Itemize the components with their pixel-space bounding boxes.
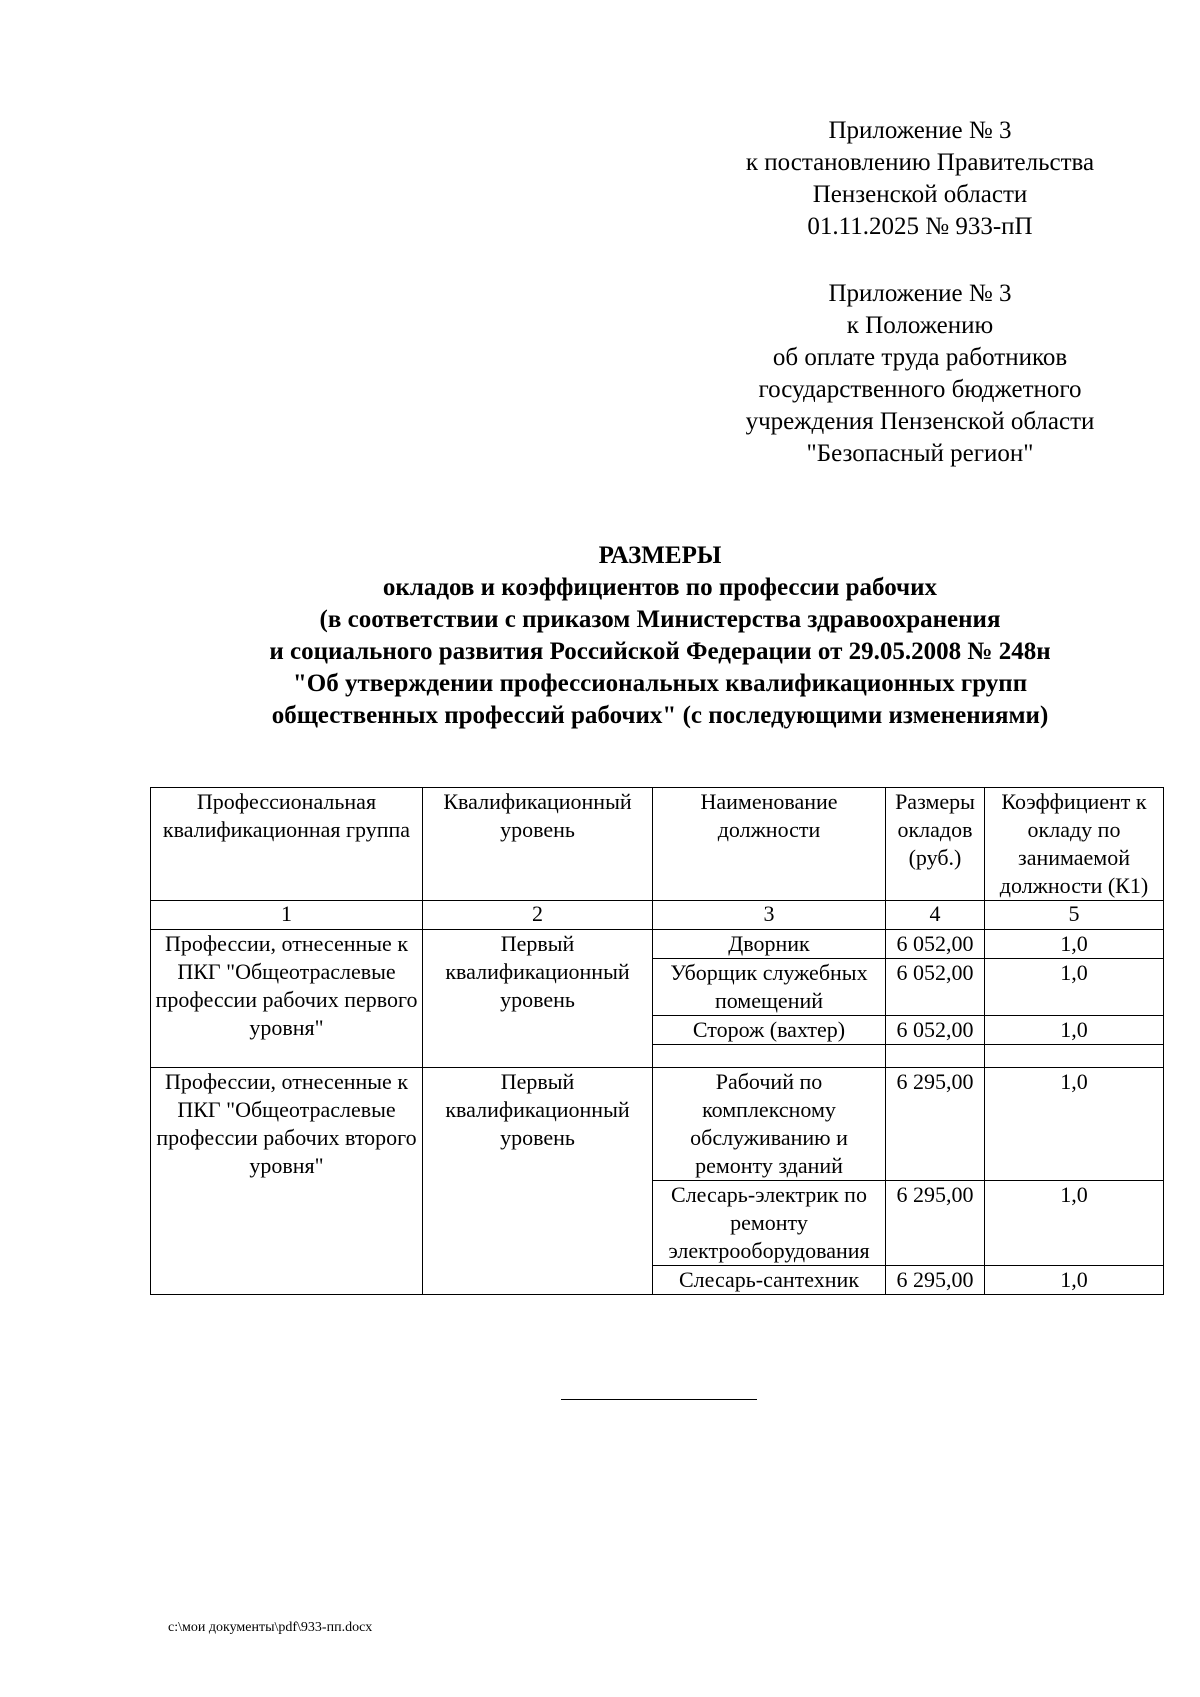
- position-cell: Слесарь-электрик по ремонту электрооборудования: [653, 1181, 886, 1266]
- header-position: Наименование должности: [653, 788, 886, 901]
- level-cell: Первый квалификационный уровень: [423, 1068, 653, 1295]
- column-number: 1: [151, 901, 423, 930]
- annex-regulation-line: к Положению: [846, 312, 994, 339]
- annex-line: 01.11.2025 № 933-пП: [807, 213, 1033, 240]
- table-row: [151, 930, 1164, 959]
- closing-rule: [561, 1399, 757, 1400]
- table-header-row: [151, 788, 1164, 901]
- salary-cell: 6 295,00: [886, 1181, 985, 1266]
- column-number: 4: [886, 901, 985, 930]
- annex-line: Пензенской области: [812, 181, 1028, 208]
- coefficient-cell: 1,0: [985, 930, 1164, 959]
- annex-regulation-line: "Безопасный регион": [806, 440, 1034, 467]
- coefficient-cell: 1,0: [985, 959, 1164, 1016]
- salary-table: [150, 787, 1164, 1295]
- annex-line: Приложение № 3: [828, 117, 1012, 144]
- annex-regulation-line: Приложение № 3: [828, 280, 1012, 307]
- header-salary: Размеры окладов (руб.): [886, 788, 985, 901]
- group-cell: Профессии, отнесенные к ПКГ "Общеотраслевые профессии рабочих первого уровня": [151, 930, 423, 1068]
- salary-cell: 6 052,00: [886, 1016, 985, 1045]
- title-line: окладов и коэффициентов по профессии рабочих: [382, 574, 938, 601]
- coefficient-cell: 1,0: [985, 1068, 1164, 1181]
- level-cell: Первый квалификационный уровень: [423, 930, 653, 1068]
- file-path-footer: c:\мои документы\pdf\933-пп.docx: [168, 1620, 373, 1635]
- empty-cell: [985, 1045, 1164, 1068]
- title-line: РАЗМЕРЫ: [598, 542, 722, 569]
- title-line: и социального развития Российской Федерации от 29.05.2008 № 248н: [269, 638, 1051, 665]
- position-cell: Слесарь-сантехник: [653, 1266, 886, 1295]
- annex-header: [720, 115, 1120, 243]
- column-number: 2: [423, 901, 653, 930]
- empty-cell: [653, 1045, 886, 1068]
- column-number-row: [151, 901, 1164, 930]
- annex-regulation-line: государственного бюджетного: [758, 376, 1082, 403]
- position-cell: Рабочий по комплексному обслуживанию и ремонту зданий: [653, 1068, 886, 1181]
- position-cell: Уборщик служебных помещений: [653, 959, 886, 1016]
- title-line: "Об утверждении профессиональных квалификационных групп: [292, 670, 1028, 697]
- annex-regulation-header: [720, 278, 1120, 470]
- header-coefficient: Коэффициент к окладу по занимаемой должности (К1): [985, 788, 1164, 901]
- annex-line: к постановлению Правительства: [745, 149, 1095, 176]
- header-group: Профессиональная квалификационная группа: [151, 788, 423, 901]
- header-level: Квалификационный уровень: [423, 788, 653, 901]
- document-title: [130, 540, 1190, 732]
- column-number: 5: [985, 901, 1164, 930]
- empty-cell: [886, 1045, 985, 1068]
- salary-cell: 6 295,00: [886, 1068, 985, 1181]
- coefficient-cell: 1,0: [985, 1016, 1164, 1045]
- position-cell: Сторож (вахтер): [653, 1016, 886, 1045]
- title-line: (в соответствии с приказом Министерства здравоохранения: [319, 606, 1001, 633]
- coefficient-cell: 1,0: [985, 1266, 1164, 1295]
- coefficient-cell: 1,0: [985, 1181, 1164, 1266]
- salary-cell: 6 295,00: [886, 1266, 985, 1295]
- column-number: 3: [653, 901, 886, 930]
- annex-regulation-line: об оплате труда работников: [772, 344, 1068, 371]
- title-line: общественных профессий рабочих" (с последующими изменениями): [271, 702, 1049, 729]
- salary-cell: 6 052,00: [886, 959, 985, 1016]
- salary-cell: 6 052,00: [886, 930, 985, 959]
- annex-regulation-line: учреждения Пензенской области: [745, 408, 1095, 435]
- table-row: [151, 1068, 1164, 1181]
- position-cell: Дворник: [653, 930, 886, 959]
- group-cell: Профессии, отнесенные к ПКГ "Общеотраслевые профессии рабочих второго уровня": [151, 1068, 423, 1295]
